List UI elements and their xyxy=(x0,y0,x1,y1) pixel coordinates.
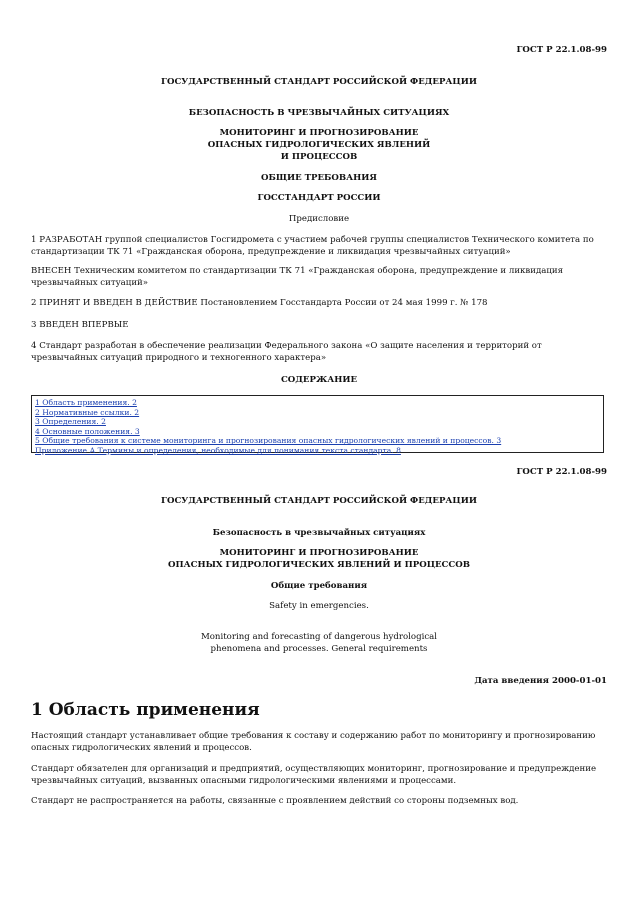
title-2-line-1: МОНИТОРИНГ И ПРОГНОЗИРОВАНИЕ xyxy=(219,548,419,558)
body-paragraph: Настоящий стандарт устанавливает общие требования к составу и содержанию работ по мониторингу и прогнозированию опасных гидрологических явлений и процессов. xyxy=(31,731,596,753)
body-paragraph: Стандарт не распространяется на работы, связанные с проявлением действий со стороны подземных вод. xyxy=(31,796,519,806)
effective-date: Дата введения 2000-01-01 xyxy=(474,676,607,686)
english-title-line-1: Monitoring and forecasting of dangerous hydrological xyxy=(200,632,438,642)
gost-code: ГОСТ Р 22.1.08-99 xyxy=(516,45,607,55)
subtitle-2: Общие требования xyxy=(270,581,368,591)
preface-item: ВНЕСЕН Техническим комитетом по стандартизации ТК 71 «Гражданская оборона, предупреждение и ликвидация чрезвычайных ситуаций» xyxy=(31,266,564,288)
table-of-contents xyxy=(31,395,604,453)
preface-item: 1 РАЗРАБОТАН группой специалистов Госгидромета с участием рабочей группы специалистов Технического комитета по стандартизации ТК 71 «Гражданская оборона, предупреждение и ликвидация чрезвычайных ситуаций» xyxy=(31,235,594,257)
toc-link[interactable]: 1 Область применения. 2 xyxy=(35,398,137,407)
standard-header: ГОСУДАРСТВЕННЫЙ СТАНДАРТ РОССИЙСКОЙ ФЕДЕРАЦИИ xyxy=(161,77,477,87)
toc-link[interactable]: 4 Основные положения. 3 xyxy=(35,426,140,436)
english-series: Safety in emergencies. xyxy=(269,601,369,611)
standard-header-2: ГОСУДАРСТВЕННЫЙ СТАНДАРТ РОССИЙСКОЙ ФЕДЕРАЦИИ xyxy=(161,496,477,506)
preface-heading: Предисловие xyxy=(288,214,350,224)
toc-link[interactable]: Приложение А Термины и определения, необходимые для понимания текста стандарта. 8 xyxy=(35,445,401,455)
title-2-line-2: ОПАСНЫХ ГИДРОЛОГИЧЕСКИХ ЯВЛЕНИЙ И ПРОЦЕССОВ xyxy=(168,560,470,570)
subtitle: ОБЩИЕ ТРЕБОВАНИЯ xyxy=(261,173,377,183)
preface-item: 4 Стандарт разработан в обеспечение реализации Федерального закона «О защите населения и территорий от чрезвычайных ситуаций природного и техногенного характера» xyxy=(31,341,542,363)
section-heading: 1 Область применения xyxy=(31,700,260,720)
preface-item: 2 ПРИНЯТ И ВВЕДЕН В ДЕЙСТВИЕ Постановлением Госстандарта России от 24 мая 1999 г. № 178 xyxy=(31,298,488,308)
body-paragraph: Стандарт обязателен для организаций и предприятий, осуществляющих мониторинг, прогнозирование и предупреждение чрезвычайных ситуаций, вызванных опасными гидрологическими явлениями и процессами. xyxy=(31,764,597,786)
gost-code-2: ГОСТ Р 22.1.08-99 xyxy=(516,467,607,477)
title-line-3: И ПРОЦЕССОВ xyxy=(280,152,358,162)
toc-link[interactable]: 5 Общие требования к системе мониторинга и прогнозирования опасных гидрологических явлений и процессов. 3 xyxy=(35,436,502,446)
series-title: БЕЗОПАСНОСТЬ В ЧРЕЗВЫЧАЙНЫХ СИТУАЦИЯХ xyxy=(188,108,450,118)
title-line-1: МОНИТОРИНГ И ПРОГНОЗИРОВАНИЕ xyxy=(219,128,419,138)
toc-link[interactable]: 2 Нормативные ссылки. 2 xyxy=(35,407,140,417)
english-title-line-2: phenomena and processes. General requirements xyxy=(210,644,428,654)
title-line-2: ОПАСНЫХ ГИДРОЛОГИЧЕСКИХ ЯВЛЕНИЙ xyxy=(207,140,431,150)
series-title-2: Безопасность в чрезвычайных ситуациях xyxy=(212,528,426,538)
toc-heading: СОДЕРЖАНИЕ xyxy=(280,375,358,385)
preface-item: 3 ВВЕДЕН ВПЕРВЫЕ xyxy=(31,320,129,330)
publisher: ГОССТАНДАРТ РОССИИ xyxy=(257,193,381,203)
toc-link[interactable]: 3 Определения. 2 xyxy=(35,417,106,427)
